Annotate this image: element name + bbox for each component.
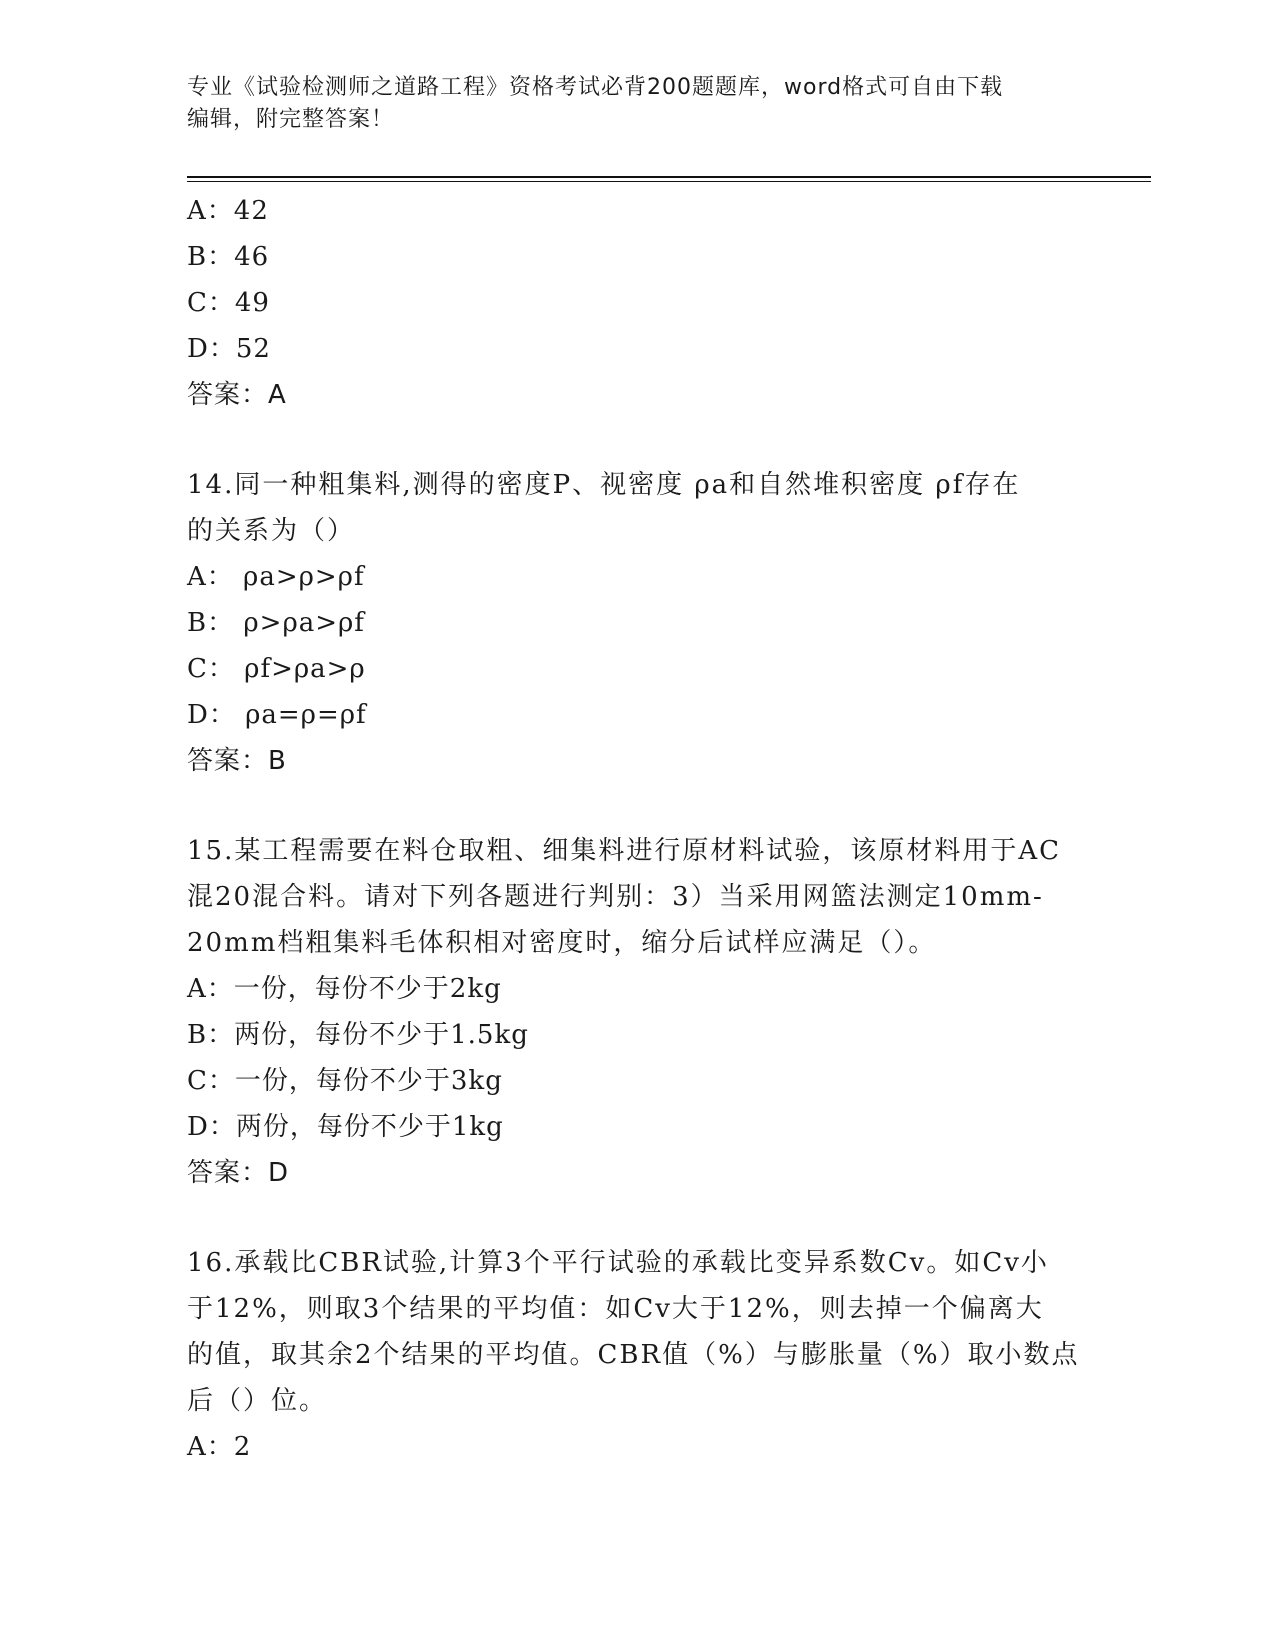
option-b: B：两份，每份不少于1.5kg bbox=[187, 1020, 529, 1050]
option-c: C： ρf>ρa>ρ bbox=[187, 654, 366, 684]
header-divider-thin bbox=[187, 181, 1151, 182]
option-c: C：49 bbox=[187, 288, 270, 318]
document-header bbox=[187, 72, 1067, 136]
header-line-2: 编辑，附完整答案！ bbox=[187, 107, 395, 132]
option-d: D： ρa=ρ=ρf bbox=[187, 700, 367, 730]
question-text-line: 16.承载比CBR试验,计算3个平行试验的承载比变异系数Cv。如Cv小 bbox=[187, 1248, 1049, 1278]
option-a: A：一份，每份不少于2kg bbox=[187, 974, 502, 1004]
option-c: C：一份，每份不少于3kg bbox=[187, 1066, 503, 1096]
question-list bbox=[187, 188, 1087, 1470]
spacer bbox=[187, 418, 1087, 462]
header-line-1: 专业《试验检测师之道路工程》资格考试必背200题题库，word格式可自由下载 bbox=[187, 75, 1004, 100]
question-text-line: 14.同一种粗集料,测得的密度P、视密度 ρa和自然堆积密度 ρf存在 bbox=[187, 470, 1021, 500]
option-d: D：52 bbox=[187, 334, 271, 364]
question-text-line: 的关系为（） bbox=[187, 516, 356, 546]
question-13 bbox=[187, 188, 1087, 418]
question-text-line: 的值，取其余2个结果的平均值。CBR值（%）与膨胀量（%）取小数点 bbox=[187, 1340, 1080, 1370]
option-b: B： ρ>ρa>ρf bbox=[187, 608, 365, 638]
question-text-line: 混20混合料。请对下列各题进行判别：3）当采用网篮法测定10mm- bbox=[187, 882, 1044, 912]
question-text-line: 15.某工程需要在料仓取粗、细集料进行原材料试验，该原材料用于AC bbox=[187, 836, 1062, 866]
answer: 答案：D bbox=[187, 1158, 290, 1188]
option-a: A： ρa>ρ>ρf bbox=[187, 562, 365, 592]
option-a: A：2 bbox=[187, 1432, 252, 1462]
option-d: D：两份，每份不少于1kg bbox=[187, 1112, 504, 1142]
question-14 bbox=[187, 462, 1087, 784]
question-16 bbox=[187, 1240, 1087, 1470]
answer: 答案：B bbox=[187, 746, 287, 776]
question-text-line: 后（）位。 bbox=[187, 1386, 328, 1416]
question-15 bbox=[187, 828, 1087, 1196]
spacer bbox=[187, 784, 1087, 828]
question-text-line: 于12%，则取3个结果的平均值：如Cv大于12%，则去掉一个偏离大 bbox=[187, 1294, 1044, 1324]
spacer bbox=[187, 1196, 1087, 1240]
question-text-line: 20mm档粗集料毛体积相对密度时，缩分后试样应满足（）。 bbox=[187, 928, 937, 958]
option-b: B：46 bbox=[187, 242, 270, 272]
header-divider-thick bbox=[187, 176, 1151, 178]
option-a: A：42 bbox=[187, 196, 269, 226]
answer: 答案：A bbox=[187, 380, 287, 410]
